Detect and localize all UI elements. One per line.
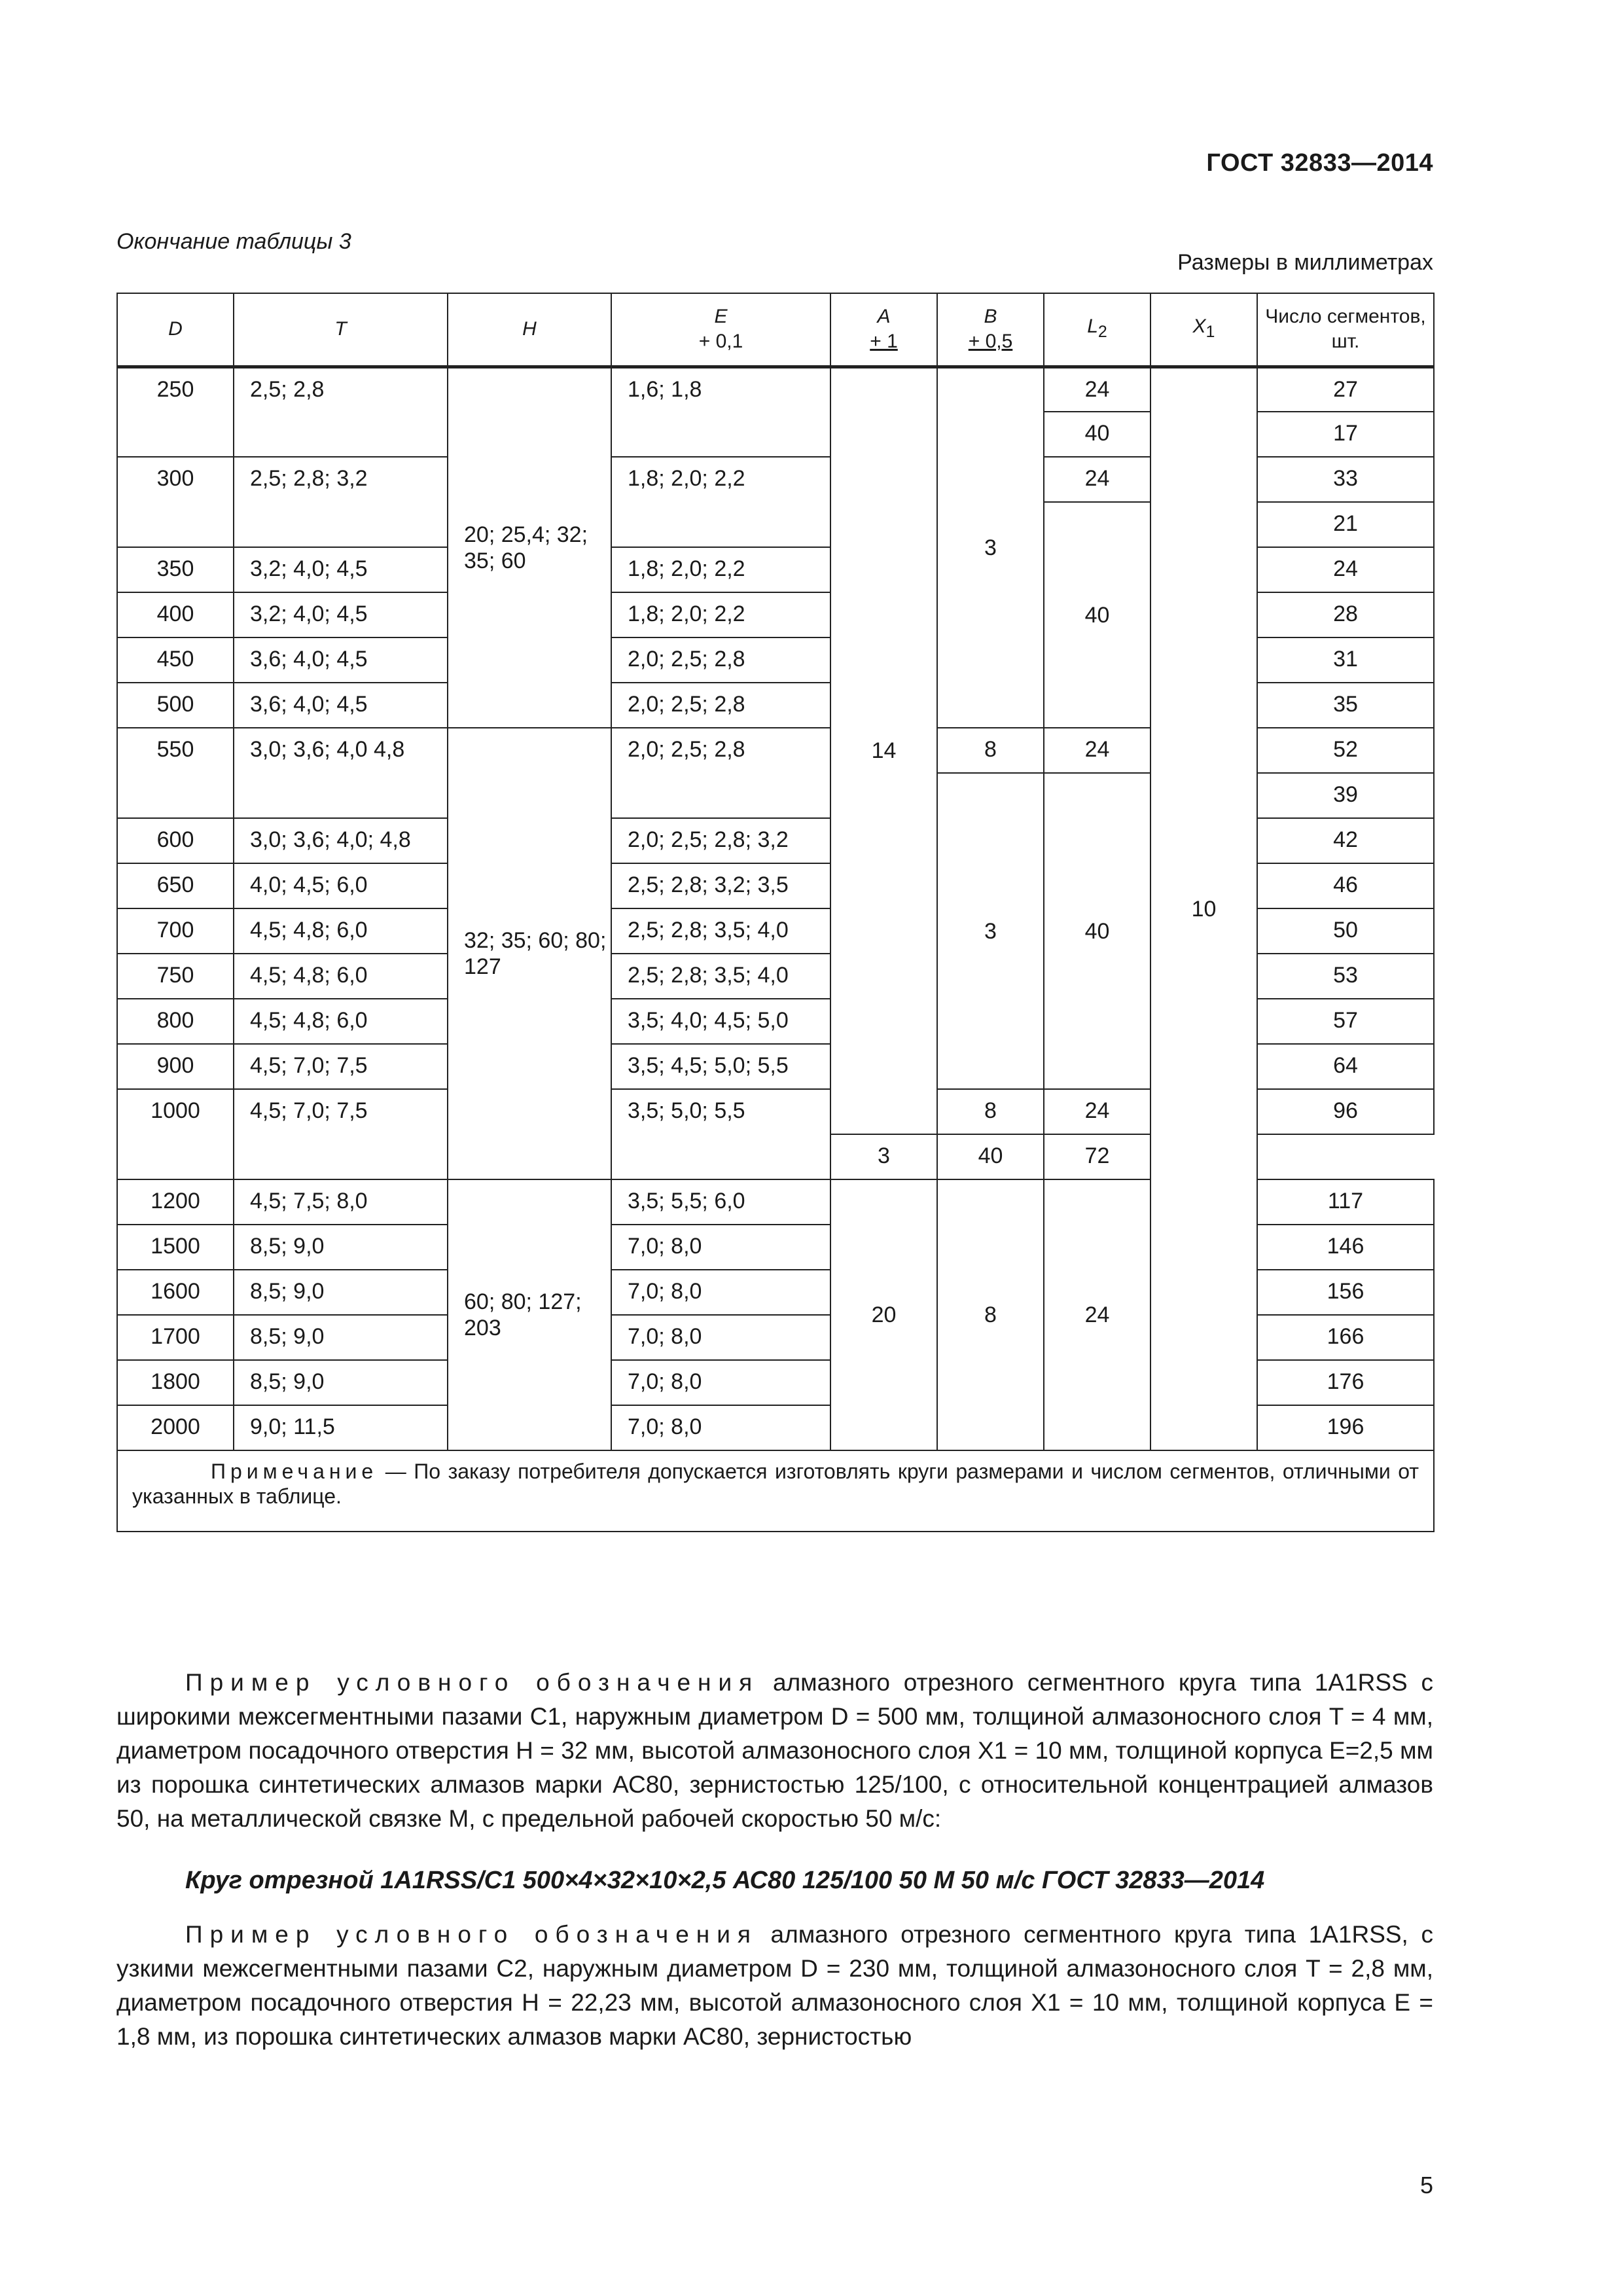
- table-row: 3 40 72: [117, 1134, 1434, 1179]
- table-row: 3 40 39: [117, 773, 1434, 818]
- table-row: 800 4,5; 4,8; 6,0 3,5; 4,0; 4,5; 5,0 57: [117, 999, 1434, 1044]
- example-2-lead: Пример условного обозначения: [185, 1921, 758, 1948]
- table-row: 1500 8,5; 9,0 7,0; 8,0 146: [117, 1225, 1434, 1270]
- col-header-d: D: [117, 293, 234, 367]
- table-row: 40 17: [117, 412, 1434, 457]
- table-3: [116, 293, 1435, 1532]
- col-header-h: H: [448, 293, 611, 367]
- col-header-segments: Число сегментов, шт.: [1257, 293, 1434, 367]
- table-units: Размеры в миллиметрах: [1177, 250, 1433, 275]
- page-number: 5: [1419, 2172, 1433, 2198]
- note-text: — По заказу потребителя допускается изготовлять круги размерами и числом сегментов, отличными от указанных в таблице.: [132, 1460, 1419, 1508]
- table-row: 450 3,6; 4,0; 4,5 2,0; 2,5; 2,8 31: [117, 637, 1434, 683]
- table-row: 700 4,5; 4,8; 6,0 2,5; 2,8; 3,5; 4,0 50: [117, 908, 1434, 954]
- col-header-t: T: [234, 293, 448, 367]
- table-row: 1200 4,5; 7,5; 8,0 60; 80; 127; 203 3,5; 5,5; 6,0 20 8 24 117: [117, 1179, 1434, 1225]
- table-row: 900 4,5; 7,0; 7,5 3,5; 4,5; 5,0; 5,5 64: [117, 1044, 1434, 1089]
- note-label: Примечание: [211, 1460, 378, 1483]
- table-row: 750 4,5; 4,8; 6,0 2,5; 2,8; 3,5; 4,0 53: [117, 954, 1434, 999]
- table-row: 250 2,5; 2,8 20; 25,4; 32; 35; 60 1,6; 1,8 14 3 24 10 27: [117, 367, 1434, 412]
- col-header-a: A + 1: [830, 293, 937, 367]
- table-row: 500 3,6; 4,0; 4,5 2,0; 2,5; 2,8 35: [117, 683, 1434, 728]
- table-row: 1700 8,5; 9,0 7,0; 8,0 166: [117, 1315, 1434, 1360]
- table-header-row: [117, 293, 1434, 367]
- example-2-text: алмазного отрезного сегментного круга типа 1A1RSS, с узкими межсегментными пазами С2, наружным диаметром D = 230 мм, толщиной алмазоносного слоя T = 2,8 мм, диаметром посадочного отверстия H = 22,23 мм, высотой алмазоносного слоя X1 = 10 мм, толщиной корпуса E = 1,8 мм, из порошка синтетических алмазов марки АС80, зернистостью: [116, 1921, 1433, 2050]
- standard-number: ГОСТ 32833—2014: [1206, 149, 1433, 177]
- table-continuation-caption: Окончание таблицы 3: [116, 229, 351, 254]
- table-row: 40 21: [117, 502, 1434, 547]
- col-header-l2: $L_2$: [1044, 293, 1150, 367]
- example-1-paragraph: [116, 1666, 1433, 1836]
- example-1-text: алмазного отрезного сегментного круга типа 1A1RSS с широкими межсегментными пазами С1, наружным диаметром D = 500 мм, толщиной алмазоносного слоя T = 4 мм, диаметром посадочного отверстия H = 32 мм, высотой алмазоносного слоя X1 = 10 мм, толщиной корпуса E=2,5 мм из порошка синтетических алмазов марки АС80, зернистостью 125/100, с относительной концентрацией алмазов 50, на металлической связке М, с предельной рабочей скоростью 50 м/с:: [116, 1669, 1434, 1832]
- table-row: 1600 8,5; 9,0 7,0; 8,0 156: [117, 1270, 1434, 1315]
- table-note-row: [117, 1450, 1434, 1532]
- example-2-paragraph: [116, 1918, 1433, 2054]
- example-1-designation: Круг отрезной 1A1RSS/C1 500×4×32×10×2,5 АС80 125/100 50 М 50 м/с ГОСТ 32833—2014: [185, 1867, 1265, 1894]
- table-row: 300 2,5; 2,8; 3,2 1,8; 2,0; 2,2 24 33: [117, 457, 1434, 502]
- table-row: 600 3,0; 3,6; 4,0; 4,8 2,0; 2,5; 2,8; 3,2 42: [117, 818, 1434, 863]
- table-row: 1800 8,5; 9,0 7,0; 8,0 176: [117, 1360, 1434, 1405]
- table-row: 350 3,2; 4,0; 4,5 1,8; 2,0; 2,2 24: [117, 547, 1434, 592]
- col-header-x1: $X_1$: [1150, 293, 1257, 367]
- table-row: 650 4,0; 4,5; 6,0 2,5; 2,8; 3,2; 3,5 46: [117, 863, 1434, 908]
- col-header-b: B + 0,5: [937, 293, 1044, 367]
- table-row: 550 3,0; 3,6; 4,0 4,8 32; 35; 60; 80; 127 2,0; 2,5; 2,8 8 24 52: [117, 728, 1434, 773]
- example-1-lead: Пример условного обозначения: [185, 1669, 760, 1696]
- table-row: 400 3,2; 4,0; 4,5 1,8; 2,0; 2,2 28: [117, 592, 1434, 637]
- table-row: 2000 9,0; 11,5 7,0; 8,0 196: [117, 1405, 1434, 1450]
- table-note: [117, 1450, 1434, 1532]
- col-header-e: E + 0,1: [611, 293, 830, 367]
- table-row: 1000 4,5; 7,0; 7,5 3,5; 5,0; 5,5 8 24 96: [117, 1089, 1434, 1134]
